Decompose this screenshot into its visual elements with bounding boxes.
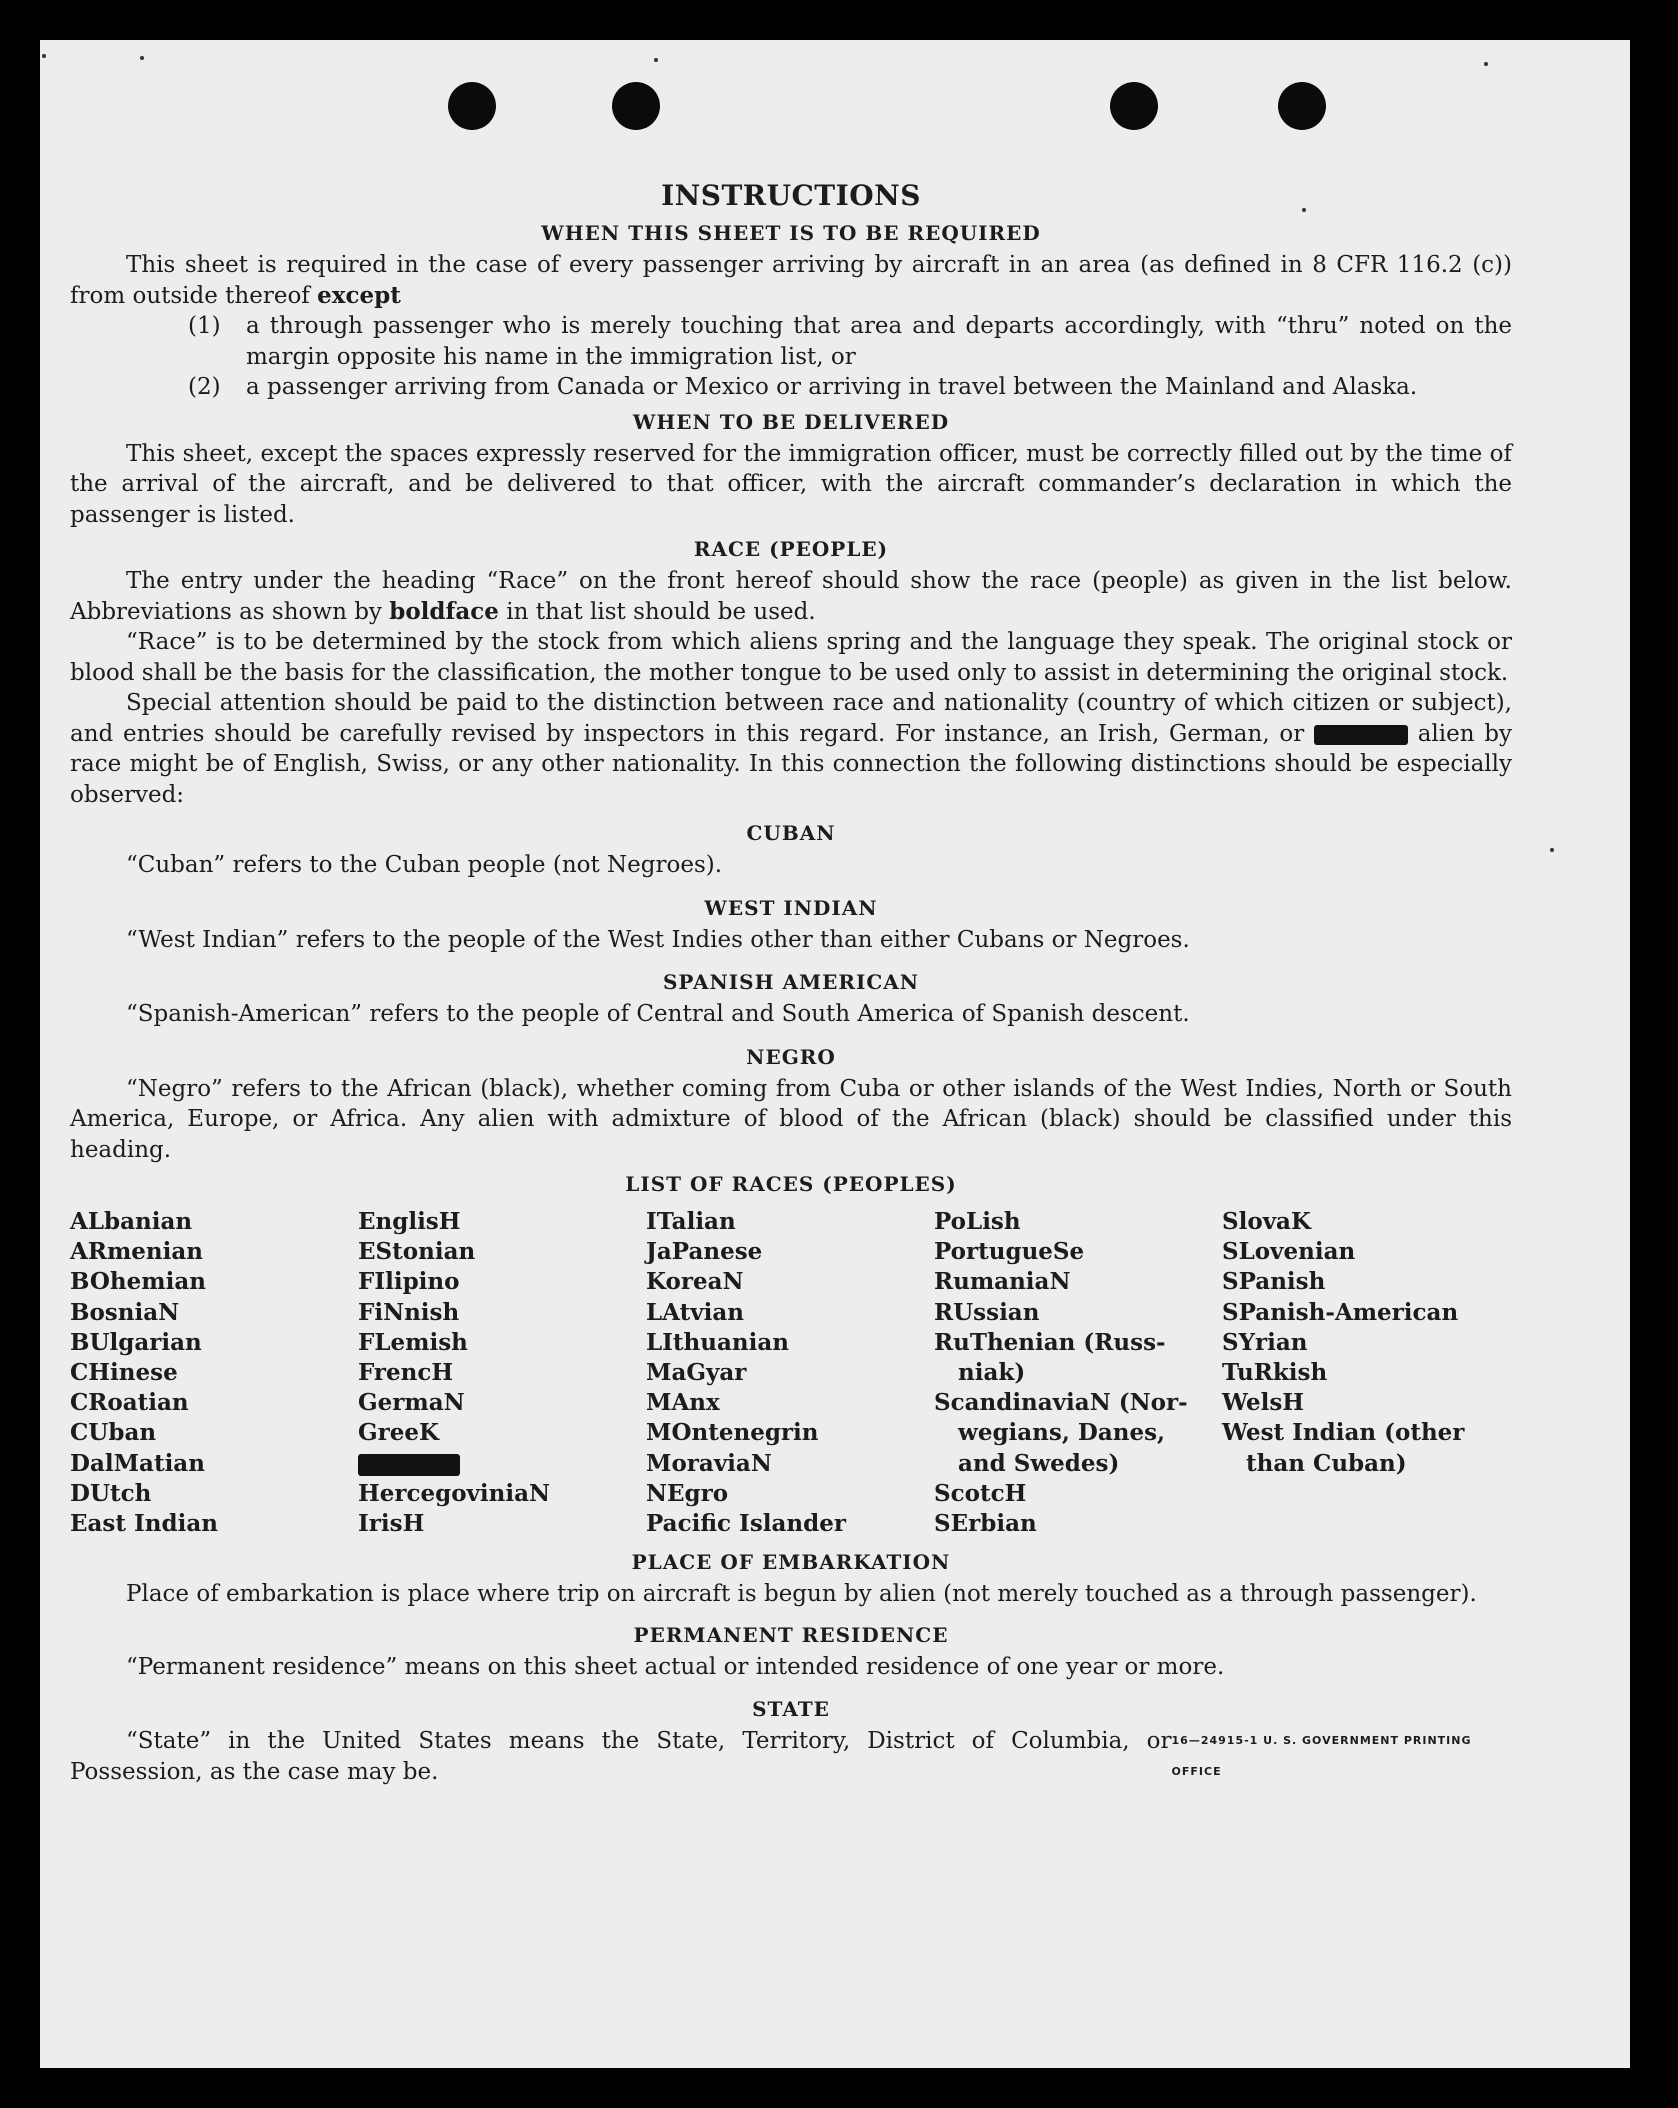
west-indian-heading: WEST INDIAN [704, 895, 878, 920]
race-entry: ITalian [646, 1208, 736, 1235]
race-entry: DUtch [70, 1479, 152, 1507]
race-entry: CHinese [70, 1359, 178, 1387]
race-entry: SPanish-American [1222, 1298, 1459, 1326]
race-entry: MaGyar [646, 1359, 747, 1387]
race-entry: NEgro [646, 1479, 729, 1507]
embarkation-heading: PLACE OF EMBARKATION [631, 1550, 951, 1575]
race-entry: SLovenian [1222, 1238, 1356, 1266]
race-entry: IrisH [358, 1510, 425, 1538]
state-text: “State” in the United States means the State, Territory, District of Columbia, or Possession, as the case may be. [70, 1728, 1172, 1785]
race-paragraph-1: The entry under the heading “Race” on the front hereof should show the race (people) as given in the list below. Abbreviations as shown by boldface in that list should be used. [70, 568, 1512, 625]
races-column [70, 1207, 358, 1539]
page-title: INSTRUCTIONS [661, 179, 921, 212]
negro-text: “Negro” refers to the African (black), whether coming from Cuba or other islands of the West Indies, North or South America, Europe, or Africa. Any alien with admixture of blood of the African (black) should be classified under this heading. [70, 1075, 1512, 1163]
race-heading: RACE (PEOPLE) [693, 537, 889, 561]
when-delivered-text: This sheet, except the spaces expressly reserved for the immigration officer, must be correctly filled out by the time of the arrival of the aircraft, and be delivered to that officer, with the aircraft commander’s declaration in which the passenger is listed. [70, 440, 1512, 528]
race-entry: Pacific Islander [646, 1510, 846, 1538]
race-entry: MOntenegrin [646, 1419, 819, 1447]
when-delivered-heading: WHEN TO BE DELIVERED [632, 409, 950, 434]
race-entry: SlovaK [1222, 1208, 1311, 1235]
race-entry: LAtvian [646, 1298, 744, 1326]
spanish-american-heading: SPANISH AMERICAN [662, 970, 920, 994]
race-entry: GermaN [358, 1389, 465, 1417]
race-entry: EStonian [358, 1238, 476, 1266]
race-entry: ALbanian [70, 1208, 193, 1235]
races-column [1222, 1207, 1510, 1539]
race-entry: SYrian [1222, 1328, 1308, 1356]
cuban-text: “Cuban” refers to the Cuban people (not Negroes). [126, 852, 723, 878]
race-entry: RumaniaN [934, 1268, 1071, 1296]
race-entry: MoraviaN [646, 1449, 772, 1477]
race-entry: FIlipino [358, 1268, 460, 1296]
redaction-mark [1314, 725, 1408, 745]
punch-hole [1278, 82, 1326, 130]
race-entry: ARmenian [70, 1238, 204, 1266]
race-entry: HercegoviniaN [358, 1479, 551, 1507]
punch-hole [612, 82, 660, 130]
race-paragraph-2: “Race” is to be determined by the stock from which aliens spring and the language they speak. The original stock or blood shall be the basis for the classification, the mother tongue to be used only to assist in determining the original stock. [70, 629, 1512, 686]
race-entry: ScandinaviaN (Nor- wegians, Danes, and Swedes) [934, 1389, 1188, 1477]
printing-office-code: 16—24915-1 U. S. GOVERNMENT PRINTING OFFICE [1171, 1734, 1472, 1778]
race-entry: EnglisH [358, 1208, 461, 1235]
race-entry: ScotcH [934, 1479, 1027, 1507]
race-paragraph-3: Special attention should be paid to the distinction between race and nationality (country of which citizen or subject), and entries should be carefully revised by inspectors in this regard. For instance, an Irish, German, or alien by race might be of English, Swiss, or any other nationality. In this connection the following distinctions should be especially observed: [70, 690, 1513, 808]
list-of-races-heading: LIST OF RACES (PEOPLES) [625, 1172, 957, 1196]
races-column [934, 1207, 1222, 1539]
instructions-body [70, 178, 1512, 1787]
spanish-american-text: “Spanish-American” refers to the people of Central and South America of Spanish descent. [126, 1001, 1190, 1027]
race-entry: CRoatian [70, 1389, 189, 1417]
race-entry: JaPanese [646, 1238, 763, 1266]
race-entry: SErbian [934, 1510, 1037, 1538]
west-indian-text: “West Indian” refers to the people of the West Indies other than either Cubans or Negroes. [126, 926, 1190, 953]
residence-text: “Permanent residence” means on this sheet actual or intended residence of one year or more. [126, 1653, 1225, 1680]
races-list [70, 1207, 1512, 1539]
race-entry: GreeK [358, 1419, 440, 1447]
race-entry: WelsH [1222, 1389, 1305, 1417]
punch-hole [1110, 82, 1158, 130]
race-entry-redacted [358, 1449, 646, 1479]
state-footer-row [70, 1726, 1512, 1787]
when-required-intro: This sheet is required in the case of every passenger arriving by aircraft in an area (as defined in 8 CFR 116.2 (c)) from outside thereof except [70, 252, 1512, 309]
race-entry: TuRkish [1222, 1359, 1328, 1387]
race-entry: FiNnish [358, 1298, 460, 1326]
redaction-mark [358, 1454, 460, 1476]
race-entry: CUban [70, 1419, 157, 1447]
residence-heading: PERMANENT RESIDENCE [633, 1622, 949, 1647]
race-entry: East Indian [70, 1510, 218, 1538]
race-entry: LIthuanian [646, 1328, 789, 1356]
race-entry: BUlgarian [70, 1328, 202, 1356]
embarkation-text: Place of embarkation is place where trip on aircraft is begun by alien (not merely touched as a through passenger). [126, 1581, 1477, 1608]
negro-heading: NEGRO [746, 1044, 836, 1069]
when-required-heading: WHEN THIS SHEET IS TO BE REQUIRED [541, 221, 1041, 245]
race-entry: SPanish [1222, 1268, 1326, 1296]
punch-hole [448, 82, 496, 130]
race-entry: BosniaN [70, 1298, 180, 1326]
race-entry: FLemish [358, 1328, 468, 1356]
races-column [646, 1207, 934, 1539]
state-heading: STATE [752, 1697, 830, 1722]
race-entry: PoLish [934, 1208, 1021, 1235]
race-entry: DalMatian [70, 1449, 205, 1477]
races-column [358, 1207, 646, 1539]
form-back-page [40, 40, 1630, 2068]
race-entry: KoreaN [646, 1268, 744, 1296]
list-item: (1) a through passenger who is merely touching that area and departs accordingly, with “thru” noted on the margin opposite his name in the immigration list, or [188, 313, 1512, 370]
race-entry: RUssian [934, 1298, 1040, 1326]
race-entry: RuThenian (Russ- niak) [934, 1328, 1166, 1387]
cuban-heading: CUBAN [746, 821, 836, 845]
race-entry: BOhemian [70, 1268, 206, 1296]
race-entry: PortugueSe [934, 1238, 1085, 1266]
list-item: (2) a passenger arriving from Canada or Mexico or arriving in travel between the Mainland and Alaska. [188, 374, 1418, 400]
race-entry: West Indian (other than Cuban) [1222, 1419, 1465, 1477]
race-entry: FrencH [358, 1359, 454, 1387]
race-entry: MAnx [646, 1389, 720, 1417]
